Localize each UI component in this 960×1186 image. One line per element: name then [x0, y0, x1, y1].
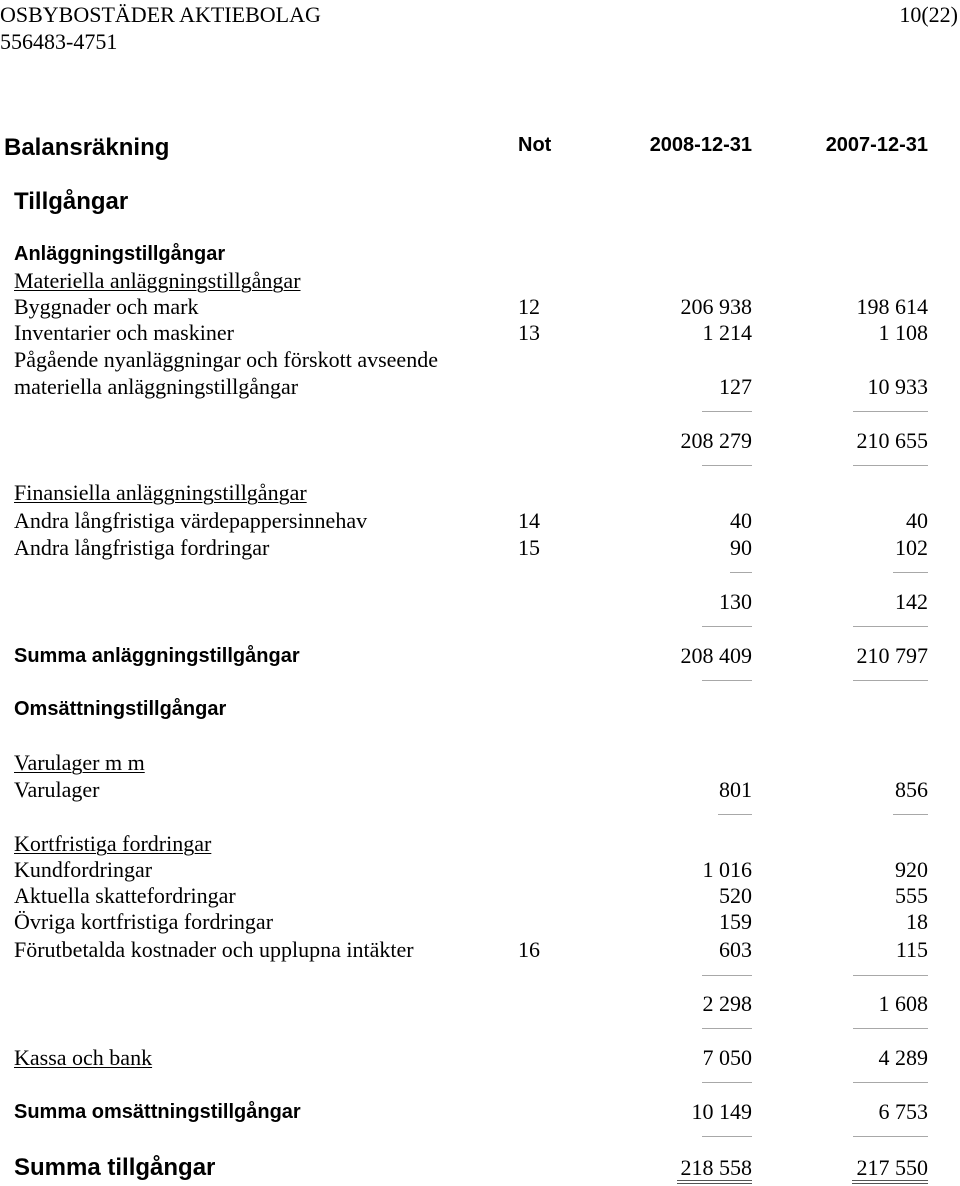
row-value-2007: 102: [895, 535, 928, 560]
page-title: Balansräkning: [4, 134, 170, 161]
separator-line: [853, 975, 928, 976]
separator-line: [730, 572, 752, 573]
separator-line: [893, 814, 928, 815]
separator-line: [853, 1136, 928, 1137]
row-value-2008: 40: [730, 508, 752, 533]
row-note: 16: [518, 937, 540, 962]
subtotal-value-2007: 1 608: [878, 991, 928, 1016]
section-title: Tillgångar: [14, 188, 129, 215]
total-value-2007: 210 797: [856, 643, 928, 668]
row-label: Kassa och bank: [14, 1045, 153, 1070]
row-value-2007: 555: [895, 883, 928, 908]
subtotal-value-2008: 208 279: [680, 428, 752, 453]
row-value-2008: 520: [719, 883, 752, 908]
note-column-header: Not: [518, 134, 552, 156]
row-value-2008: 90: [730, 535, 752, 560]
row-note: 13: [518, 320, 540, 345]
separator-line: [702, 1136, 752, 1137]
tangible-assets-heading: Materiella anläggningstillgångar: [14, 268, 301, 293]
company-name: OSBYBOSTÄDER AKTIEBOLAG: [0, 2, 321, 27]
subtotal-value-2007: 142: [895, 589, 928, 614]
row-value-2007: 856: [895, 777, 928, 802]
org-number: 556483-4751: [0, 29, 118, 54]
row-value-2008: 127: [719, 374, 752, 399]
inventory-heading: Varulager m m: [14, 750, 145, 775]
total-label: Summa omsättningstillgångar: [14, 1101, 301, 1123]
current-assets-heading: Omsättningstillgångar: [14, 698, 227, 720]
separator-line: [853, 465, 928, 466]
row-value-2007: 115: [895, 937, 928, 962]
separator-line: [893, 572, 928, 573]
row-value-2007: 198 614: [856, 294, 928, 319]
row-value-2007: 920: [895, 857, 928, 882]
subtotal-value-2008: 130: [719, 589, 752, 614]
row-note: 15: [518, 535, 540, 560]
row-value-2008: 159: [719, 909, 752, 934]
row-label: Varulager: [14, 777, 100, 802]
separator-line: [702, 411, 752, 412]
row-value-2007: 40: [906, 508, 928, 533]
row-value-2008: 801: [719, 777, 752, 802]
year-2007-column-header: 2007-12-31: [825, 134, 928, 156]
separator-line: [718, 814, 752, 815]
subtotal-value-2007: 210 655: [856, 428, 928, 453]
row-label: Förutbetalda kostnader och upplupna intäkter: [14, 937, 414, 962]
row-value-2008: 7 050: [702, 1045, 752, 1070]
row-label-line2: materiella anläggningstillgångar: [14, 374, 299, 399]
row-value-2007: 1 108: [878, 320, 928, 345]
row-value-2008: 1 214: [702, 320, 752, 345]
double-underline-line: [677, 1180, 752, 1181]
separator-line: [702, 975, 752, 976]
row-label: Övriga kortfristiga fordringar: [14, 909, 274, 934]
row-value-2007: 10 933: [867, 374, 928, 399]
double-underline-line: [852, 1180, 928, 1181]
row-value-2007: 18: [906, 909, 928, 934]
grand-total-label: Summa tillgångar: [14, 1154, 216, 1181]
row-label: Andra långfristiga värdepappersinnehav: [14, 508, 368, 533]
double-underline-line: [677, 1183, 752, 1184]
fixed-assets-heading: Anläggningstillgångar: [14, 243, 226, 265]
separator-line: [702, 465, 752, 466]
row-label: Kundfordringar: [14, 857, 153, 882]
subtotal-value-2008: 2 298: [702, 991, 752, 1016]
page-number: 10(22): [899, 2, 958, 27]
separator-line: [853, 680, 928, 681]
separator-line: [853, 1028, 928, 1029]
row-label: Inventarier och maskiner: [14, 320, 234, 345]
receivables-heading: Kortfristiga fordringar: [14, 831, 212, 856]
total-value-2008: 208 409: [680, 643, 752, 668]
separator-line: [853, 411, 928, 412]
grand-total-value-2008: 218 558: [680, 1155, 752, 1180]
row-label: Andra långfristiga fordringar: [14, 535, 270, 560]
year-2008-column-header: 2008-12-31: [649, 134, 752, 156]
total-value-2007: 6 753: [878, 1099, 928, 1124]
separator-line: [702, 680, 752, 681]
separator-line: [702, 1028, 752, 1029]
row-value-2007: 4 289: [878, 1045, 928, 1070]
grand-total-value-2007: 217 550: [856, 1155, 928, 1180]
row-note: 12: [518, 294, 540, 319]
financial-assets-heading: Finansiella anläggningstillgångar: [14, 480, 307, 505]
total-label: Summa anläggningstillgångar: [14, 645, 300, 667]
row-value-2008: 603: [719, 937, 752, 962]
separator-line: [853, 626, 928, 627]
row-value-2008: 1 016: [702, 857, 752, 882]
separator-line: [853, 1082, 928, 1083]
total-value-2008: 10 149: [691, 1099, 752, 1124]
row-label: Aktuella skattefordringar: [14, 883, 236, 908]
separator-line: [702, 1082, 752, 1083]
row-value-2008: 206 938: [680, 294, 752, 319]
double-underline-line: [852, 1183, 928, 1184]
row-note: 14: [518, 508, 540, 533]
row-label: Byggnader och mark: [14, 294, 199, 319]
row-label-line1: Pågående nyanläggningar och förskott avseende: [14, 347, 438, 372]
separator-line: [702, 626, 752, 627]
